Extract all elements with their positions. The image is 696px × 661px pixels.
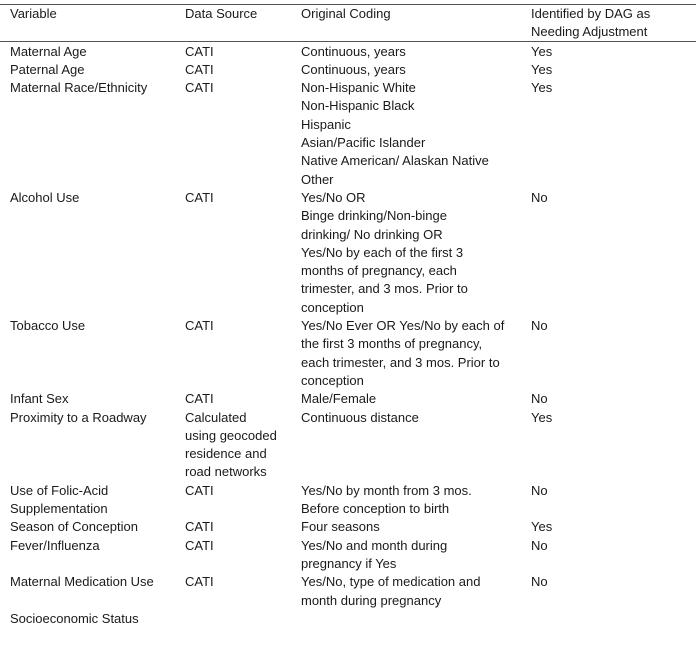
cell-line: Calculated (185, 409, 247, 425)
cell-dag-adjustment (531, 573, 696, 628)
cell-line: Tobacco Use (10, 318, 86, 334)
cell-line: Continuous distance (301, 409, 419, 425)
cell-line: CATI (185, 537, 214, 553)
cell-line: Non-Hispanic White (301, 80, 416, 96)
cell-variable (10, 409, 185, 482)
cell-line: Male/Female (301, 391, 377, 407)
cell-data-source (185, 390, 301, 408)
cell-original-coding (301, 482, 531, 519)
cell-variable (10, 390, 185, 408)
cell-line: Maternal Race/Ethnicity (10, 80, 148, 96)
cell-line: CATI (185, 318, 214, 334)
cell-line: months of pregnancy, each (301, 263, 457, 279)
table-row (10, 42, 696, 61)
cell-line: No (531, 574, 548, 590)
cell-line: conception (301, 372, 364, 388)
cell-variable (10, 518, 185, 536)
header-dag-adjustment: Identified by DAG as Needing Adjustment (531, 6, 651, 40)
cell-line: Binge drinking/Non-binge (301, 208, 447, 224)
cell-dag-adjustment (531, 61, 696, 79)
cell-line: Maternal Age (10, 43, 87, 59)
cell-dag-adjustment (531, 42, 696, 61)
cell-original-coding (301, 537, 531, 574)
cell-data-source (185, 42, 301, 61)
cell-line: Four seasons (301, 519, 380, 535)
cell-line: Yes (531, 519, 553, 535)
cell-line: Use of Folic-Acid (10, 482, 109, 498)
cell-data-source (185, 409, 301, 482)
cell-line: No (531, 391, 548, 407)
cell-dag-adjustment (531, 537, 696, 574)
cell-line: Yes/No and month during (301, 537, 448, 553)
table-row (10, 482, 696, 519)
cell-original-coding (301, 79, 531, 189)
cell-original-coding (301, 317, 531, 390)
cell-line: each trimester, and 3 mos. Prior to (301, 354, 500, 370)
cell-line: pregnancy if Yes (301, 555, 397, 571)
cell-line: CATI (185, 61, 214, 77)
cell-line: Non-Hispanic Black (301, 98, 415, 114)
cell-line: No (531, 318, 548, 334)
cell-line: No (531, 482, 548, 498)
cell-data-source (185, 537, 301, 574)
cell-line: Maternal Medication Use (10, 574, 154, 590)
header-variable: Variable (10, 6, 57, 21)
cell-line: using geocoded (185, 427, 277, 443)
cell-line: Yes/No by each of the first 3 (301, 244, 464, 260)
table-row (10, 409, 696, 482)
variables-table (10, 5, 696, 628)
cell-line: CATI (185, 519, 214, 535)
cell-line: No (531, 189, 548, 205)
cell-original-coding (301, 390, 531, 408)
header-data-source: Data Source (185, 6, 258, 21)
table-row (10, 189, 696, 317)
cell-line: Season of Conception (10, 519, 138, 535)
cell-line: conception (301, 299, 364, 315)
header-original-coding: Original Coding (301, 6, 391, 21)
cell-line: Supplementation (10, 501, 108, 517)
cell-variable (10, 79, 185, 189)
cell-line: Yes (531, 409, 553, 425)
cell-line: month during pregnancy (301, 592, 442, 608)
cell-variable (10, 537, 185, 574)
cell-line: Other (301, 171, 334, 187)
cell-dag-adjustment (531, 79, 696, 189)
cell-dag-adjustment (531, 189, 696, 317)
cell-line: Yes/No Ever OR Yes/No by each of (301, 318, 505, 334)
cell-line: Continuous, years (301, 61, 406, 77)
cell-data-source (185, 482, 301, 519)
cell-line: CATI (185, 189, 214, 205)
cell-line: Yes (531, 43, 553, 59)
cell-line: Proximity to a Roadway (10, 409, 147, 425)
cell-line: Socioeconomic Status (10, 610, 139, 626)
cell-line: Asian/Pacific Islander (301, 135, 426, 151)
cell-line: CATI (185, 574, 214, 590)
cell-dag-adjustment (531, 409, 696, 482)
cell-variable (10, 482, 185, 519)
cell-line: Paternal Age (10, 61, 85, 77)
cell-original-coding (301, 61, 531, 79)
table-row (10, 390, 696, 408)
cell-line: Yes/No by month from 3 mos. (301, 482, 472, 498)
cell-original-coding (301, 573, 531, 628)
cell-data-source (185, 189, 301, 317)
cell-line: Yes/No, type of medication and (301, 574, 481, 590)
cell-data-source (185, 79, 301, 189)
cell-original-coding (301, 42, 531, 61)
header-row (10, 5, 696, 42)
cell-data-source (185, 317, 301, 390)
cell-line: residence and (185, 446, 267, 462)
table-row (10, 537, 696, 574)
cell-line: CATI (185, 482, 214, 498)
cell-dag-adjustment (531, 317, 696, 390)
cell-line: No (531, 537, 548, 553)
cell-line: Yes (531, 80, 553, 96)
cell-variable (10, 42, 185, 61)
cell-line: Alcohol Use (10, 189, 80, 205)
cell-line: CATI (185, 43, 214, 59)
table-row (10, 79, 696, 189)
cell-original-coding (301, 189, 531, 317)
cell-line: trimester, and 3 mos. Prior to (301, 281, 468, 297)
cell-dag-adjustment (531, 390, 696, 408)
table-row (10, 573, 696, 628)
cell-original-coding (301, 518, 531, 536)
table-row (10, 317, 696, 390)
cell-variable (10, 61, 185, 79)
table-row (10, 61, 696, 79)
cell-line: Fever/Influenza (10, 537, 100, 553)
cell-line: drinking/ No drinking OR (301, 226, 443, 242)
cell-line: Continuous, years (301, 43, 406, 59)
cell-line (10, 592, 185, 610)
cell-variable (10, 317, 185, 390)
cell-line: Native American/ Alaskan Native (301, 153, 489, 169)
cell-dag-adjustment (531, 518, 696, 536)
cell-line: Before conception to birth (301, 501, 450, 517)
cell-variable (10, 573, 185, 628)
cell-line: CATI (185, 80, 214, 96)
cell-data-source (185, 573, 301, 628)
cell-variable (10, 189, 185, 317)
cell-data-source (185, 518, 301, 536)
cell-line: Hispanic (301, 116, 351, 132)
table-row (10, 518, 696, 536)
cell-line: road networks (185, 464, 267, 480)
cell-data-source (185, 61, 301, 79)
cell-line: Infant Sex (10, 391, 69, 407)
cell-dag-adjustment (531, 482, 696, 519)
cell-line: the first 3 months of pregnancy, (301, 336, 483, 352)
cell-line: Yes (531, 61, 553, 77)
table-body (10, 42, 696, 629)
cell-line: Yes/No OR (301, 189, 366, 205)
cell-original-coding (301, 409, 531, 482)
cell-line: CATI (185, 391, 214, 407)
